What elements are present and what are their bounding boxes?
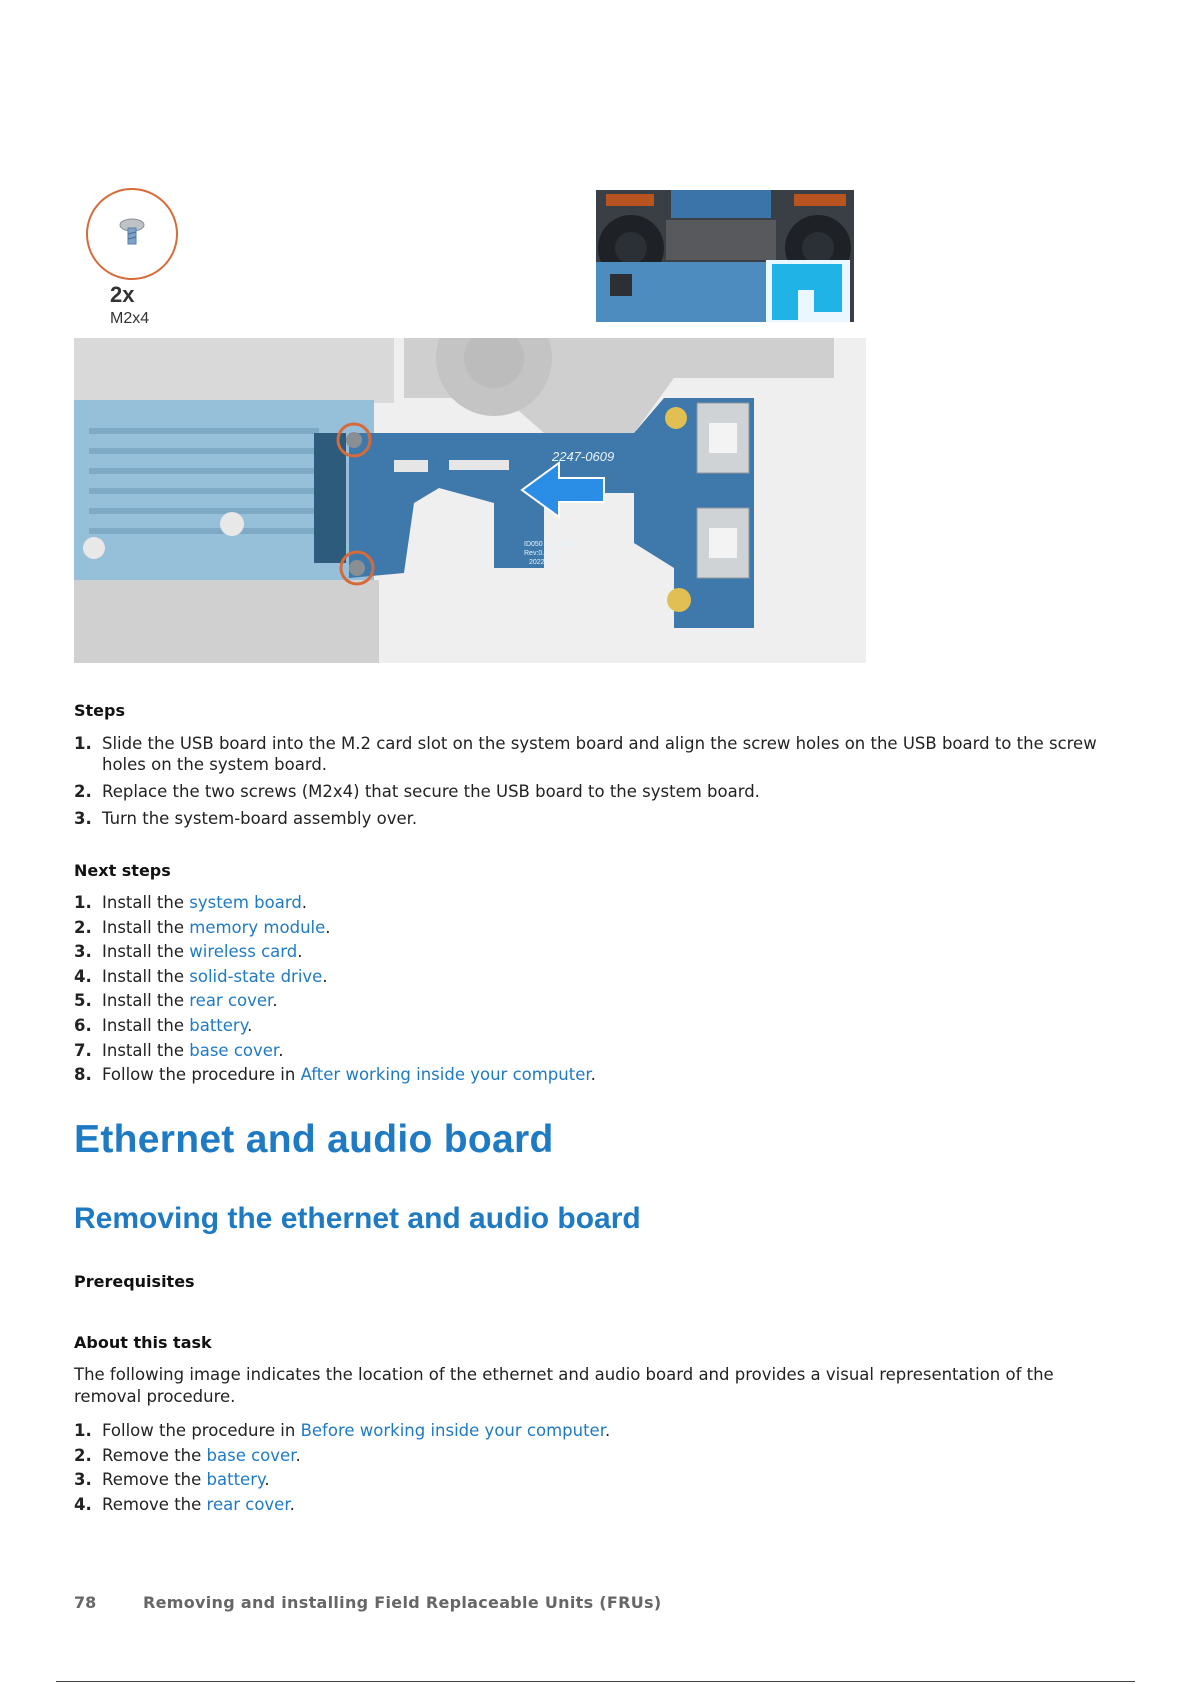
steps-heading: Steps [74,701,125,720]
prerequisites-list [74,1420,1114,1518]
steps-list [74,733,1114,835]
about-task-heading: About this task [74,1333,212,1352]
list-item: 4. Install the solid-state drive. [74,966,328,986]
board-rev-label: Rev:0.4(X03) [524,550,566,557]
section-title: Ethernet and audio board [74,1118,554,1161]
link-battery[interactable]: battery [189,1015,248,1035]
footer-divider [56,1681,1135,1682]
list-item: 2. Replace the two screws (M2x4) that secure the USB board to the system board. [74,782,760,801]
link-battery[interactable]: battery [206,1470,265,1490]
link-before-working-inside[interactable]: Before working inside your computer [300,1421,605,1440]
usb-board-diagram [74,338,866,663]
board-silkscreen-code: 2247-0609 [552,449,615,464]
list-item: 1. Slide the USB board into the M.2 card slot on the system board and align the screw holes on the USB board to the screw holes on the system board. [74,734,1097,774]
list-item: 4. Remove the rear cover. [74,1494,295,1514]
board-part-label: ID050 LS-M535P [524,541,578,548]
link-after-working-inside[interactable]: After working inside your computer [300,1065,591,1085]
usb-board-installation-image [74,338,866,663]
link-rear-cover[interactable]: rear cover [206,1494,290,1514]
screw-count: 2x [110,282,135,307]
link-solid-state-drive[interactable]: solid-state drive [189,966,323,986]
list-item: 1. Install the system board. [74,893,308,912]
link-base-cover[interactable]: base cover [206,1445,296,1465]
page-number: 78 [74,1593,97,1612]
about-task-text: The following image indicates the location of the ethernet and audio board and provides a visual representation of the removal procedure. [74,1365,1054,1406]
next-steps-heading: Next steps [74,861,171,880]
next-steps-list [74,892,1114,1089]
list-item: 2. Install the memory module. [74,917,331,937]
link-rear-cover[interactable]: rear cover [189,991,273,1011]
prerequisites-heading: Prerequisites [74,1272,195,1291]
chapter-title: Removing and installing Field Replaceable Units (FRUs) [143,1593,662,1612]
list-item: 3. Install the wireless card. [74,942,303,962]
screw-type: M2x4 [110,310,150,327]
list-item: 1. Follow the procedure in Before working inside your computer. [74,1421,611,1440]
section-subtitle: Removing the ethernet and audio board [74,1202,641,1235]
screw-badge [86,188,178,280]
list-item: 3. Remove the battery. [74,1470,270,1490]
link-memory-module[interactable]: memory module [189,917,326,937]
list-item: 3. Turn the system-board assembly over. [74,809,418,828]
link-system-board[interactable]: system board [189,893,302,912]
list-item: 6. Install the battery. [74,1015,253,1035]
list-item: 5. Install the rear cover. [74,991,278,1011]
list-item: 7. Install the base cover. [74,1040,284,1060]
system-board-overview-image [596,190,854,322]
board-date-label: 2022-11-03 [529,559,565,566]
link-wireless-card[interactable]: wireless card [189,942,298,962]
list-item: 8. Follow the procedure in After working inside your computer. [74,1065,596,1085]
screw-icon [88,190,176,278]
link-base-cover[interactable]: base cover [189,1040,279,1060]
list-item: 2. Remove the base cover. [74,1445,301,1465]
